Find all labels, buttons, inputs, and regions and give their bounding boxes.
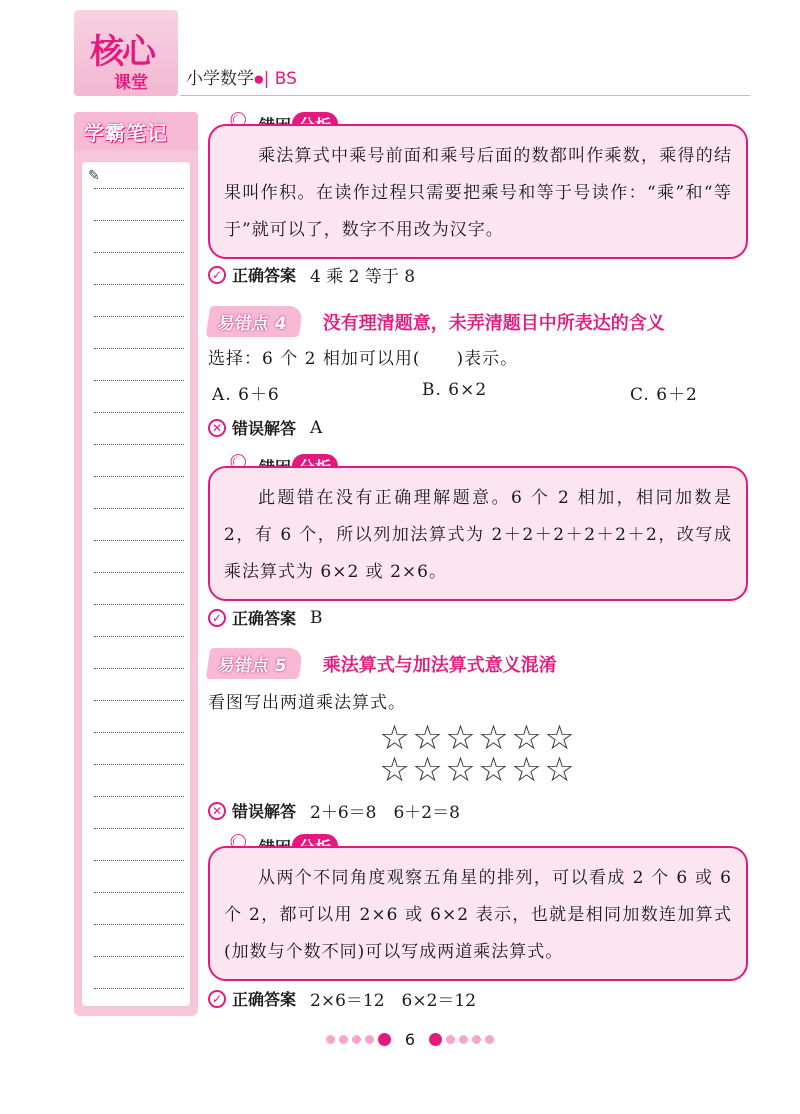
star-icon: ☆ — [478, 750, 509, 790]
edition-label: BS — [274, 69, 297, 89]
logo-sub-text: 课堂 — [114, 73, 148, 93]
note-line — [94, 892, 184, 893]
note-line — [94, 284, 184, 285]
note-line — [94, 252, 184, 253]
subject-name: 小学数学 — [186, 69, 254, 89]
correct-answer-value: 4 乘 2 等于 8 — [310, 267, 416, 287]
star-icon: ☆ — [379, 750, 410, 790]
page-number — [300, 1030, 520, 1049]
error-point-4 — [208, 306, 665, 337]
wrong-answer-value: A — [310, 417, 323, 438]
correct-answer-label: 正确答案 — [232, 266, 297, 285]
correct-answer-4 — [208, 606, 323, 629]
star-icon: ☆ — [478, 718, 509, 758]
analysis-text-1: 乘法算式中乘号前面和乘号后面的数都叫作乘数，乘得的结果叫作积。在读作过程只需要把乘号和等于号读作：“乘”和“等于”就可以了，数字不用改为汉字。 — [224, 146, 732, 240]
correct-answer-value: 2×6＝12 6×2＝12 — [310, 991, 477, 1011]
note-line — [94, 444, 184, 445]
wrong-answer-label: 错误解答 — [232, 802, 297, 821]
note-line — [94, 220, 184, 221]
star-icon: ☆ — [511, 750, 542, 790]
note-line — [94, 476, 184, 477]
option-c: C. 6＋2 — [630, 385, 698, 405]
wrong-answer-5 — [208, 798, 460, 823]
correct-answer-1 — [208, 262, 415, 287]
analysis-box-2 — [208, 466, 748, 601]
star-icon: ☆ — [511, 718, 542, 758]
bullet-icon: ● — [254, 72, 264, 86]
check-icon: ✓ — [208, 609, 226, 627]
analysis-box-1 — [208, 124, 748, 259]
logo-main-text: 核心 — [90, 32, 154, 72]
note-line — [94, 348, 184, 349]
error-point-title: 没有理清题意，未弄清题目中所表达的含义 — [322, 312, 665, 334]
note-line — [94, 380, 184, 381]
note-line — [94, 860, 184, 861]
note-line — [94, 316, 184, 317]
note-line — [94, 604, 184, 605]
check-icon: ✓ — [208, 266, 226, 284]
cross-icon: ✕ — [208, 419, 226, 437]
star-figure — [378, 718, 578, 790]
analysis-text-3: 从两个不同角度观察五角星的排列，可以看成 2 个 6 或 6 个 2，都可以用 2×6 或 6×2 表示，也就是相同加数连加算式(加数与个数不同)可以写成两道乘法算式。 — [224, 868, 732, 962]
wrong-answer-label: 错误解答 — [232, 419, 297, 438]
note-line — [94, 636, 184, 637]
logo — [74, 10, 178, 96]
star-icon: ☆ — [379, 718, 410, 758]
question-text-4: 选择：6 个 2 相加可以用( )表示。 — [208, 349, 519, 369]
star-row — [378, 750, 578, 790]
page-number-text: 6 — [404, 1030, 416, 1049]
wrong-answer-4 — [208, 416, 322, 439]
sidebar-title — [74, 112, 198, 150]
note-line — [94, 412, 184, 413]
error-point-badge: 易错点 5 — [206, 648, 303, 679]
notes-area — [82, 162, 190, 1006]
correct-answer-value: B — [310, 607, 323, 628]
note-line — [94, 572, 184, 573]
star-icon: ☆ — [412, 750, 443, 790]
note-line — [94, 668, 184, 669]
sidebar-title-text: 学霸笔记 — [84, 121, 168, 145]
note-line — [94, 540, 184, 541]
note-line — [94, 988, 184, 989]
header-divider — [180, 95, 750, 96]
note-line — [94, 924, 184, 925]
note-line — [94, 508, 184, 509]
correct-answer-5 — [208, 986, 476, 1011]
star-icon: ☆ — [544, 718, 575, 758]
star-icon: ☆ — [412, 718, 443, 758]
note-line — [94, 956, 184, 957]
error-point-5 — [208, 648, 557, 679]
correct-answer-label: 正确答案 — [232, 609, 297, 628]
cross-icon: ✕ — [208, 802, 226, 820]
note-line — [94, 764, 184, 765]
note-line — [94, 828, 184, 829]
error-point-badge: 易错点 4 — [206, 306, 303, 337]
star-icon: ☆ — [445, 718, 476, 758]
correct-answer-label: 正确答案 — [232, 990, 297, 1009]
note-line — [94, 796, 184, 797]
notes-sidebar — [74, 150, 198, 1016]
wrong-answer-value: 2＋6＝8 6＋2＝8 — [310, 803, 460, 823]
subject-header: 小学数学●| BS — [186, 69, 297, 89]
star-icon: ☆ — [544, 750, 575, 790]
note-line — [94, 188, 184, 189]
check-icon: ✓ — [208, 990, 226, 1008]
option-a: A. 6＋6 — [212, 385, 280, 405]
note-line — [94, 700, 184, 701]
analysis-text-2: 此题错在没有正确理解题意。6 个 2 相加，相同加数是 2，有 6 个，所以列加法算式为 2＋2＋2＋2＋2＋2，改写成乘法算式为 6×2 或 2×6。 — [224, 488, 732, 582]
error-point-title: 乘法算式与加法算式意义混淆 — [322, 654, 557, 676]
note-line — [94, 732, 184, 733]
star-icon: ☆ — [445, 750, 476, 790]
pencil-icon: ✎ — [88, 168, 100, 184]
question-text-5: 看图写出两道乘法算式。 — [208, 693, 406, 713]
option-b: B. 6×2 — [422, 380, 488, 400]
analysis-box-3 — [208, 846, 748, 981]
